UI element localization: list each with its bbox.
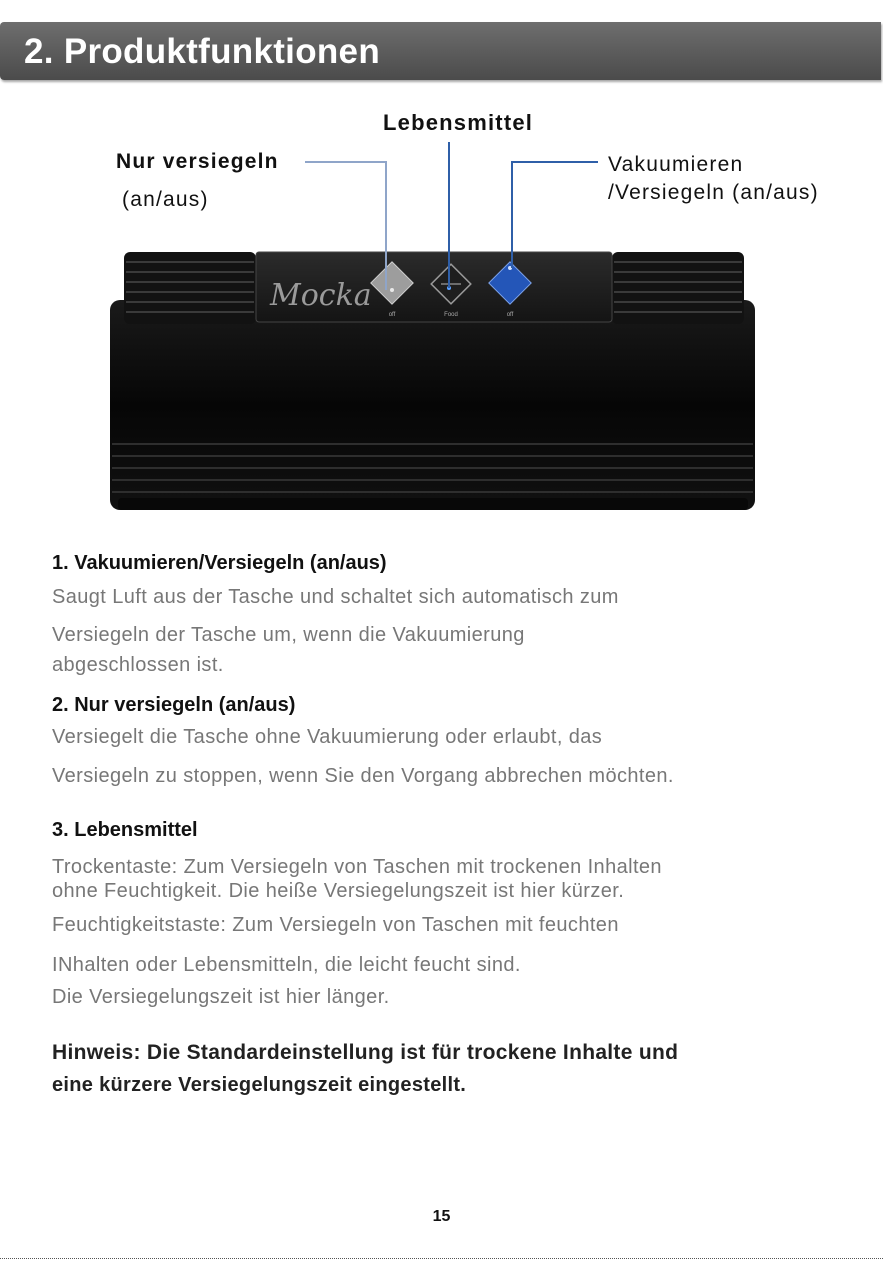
section-2-line: Versiegelt die Tasche ohne Vakuumierung oder erlaubt, das — [52, 726, 603, 748]
section-3-line: Die Versiegelungszeit ist hier länger. — [52, 986, 390, 1008]
bottom-divider — [0, 1258, 883, 1259]
svg-text:off: off — [506, 312, 514, 318]
callout-label-vacuum-line1: Vakuumieren — [608, 153, 744, 176]
section-3-title: 3. Lebensmittel — [52, 819, 198, 841]
section-3-line: Trockentaste: Zum Versiegeln von Taschen mit trockenen Inhalten — [52, 856, 662, 878]
section-1-line: abgeschlossen ist. — [52, 654, 224, 676]
section-2-line: Versiegeln zu stoppen, wenn Sie den Vorgang abbrechen möchten. — [52, 765, 674, 787]
callout-label-seal-line1: Nur versiegeln — [116, 150, 279, 173]
page-number: 15 — [432, 1208, 451, 1225]
callout-label-food: Lebensmittel — [383, 110, 534, 135]
callout-label-vacuum-line2: /Versiegeln (an/aus) — [608, 181, 819, 204]
section-2-title: 2. Nur versiegeln (an/aus) — [52, 694, 296, 716]
section-3-line: INhalten oder Lebensmitteln, die leicht feucht sind. — [52, 954, 521, 976]
section-title-heading: 2. Produktfunktionen — [24, 32, 380, 71]
section-3-line: ohne Feuchtigkeit. Die heiße Versiegelungszeit ist hier kürzer. — [52, 880, 625, 902]
section-1-line: Saugt Luft aus der Tasche und schaltet sich automatisch zum — [52, 586, 619, 608]
note-line: eine kürzere Versiegelungszeit eingestellt. — [52, 1074, 467, 1096]
callout-label-seal-line2: (an/aus) — [122, 188, 209, 211]
note-line: Hinweis: Die Standardeinstellung ist für trockene Inhalte und — [52, 1041, 679, 1064]
svg-text:off: off — [388, 312, 396, 318]
vacuum-sealer-figure — [0, 0, 883, 520]
section-1-line: Versiegeln der Tasche um, wenn die Vakuumierung — [52, 624, 525, 646]
section-3-line: Feuchtigkeitstaste: Zum Versiegeln von Taschen mit feuchten — [52, 914, 619, 936]
brand-logo: Mocka — [270, 278, 372, 313]
svg-text:Food: Food — [444, 312, 458, 318]
section-1-title: 1. Vakuumieren/Versiegeln (an/aus) — [52, 552, 387, 574]
